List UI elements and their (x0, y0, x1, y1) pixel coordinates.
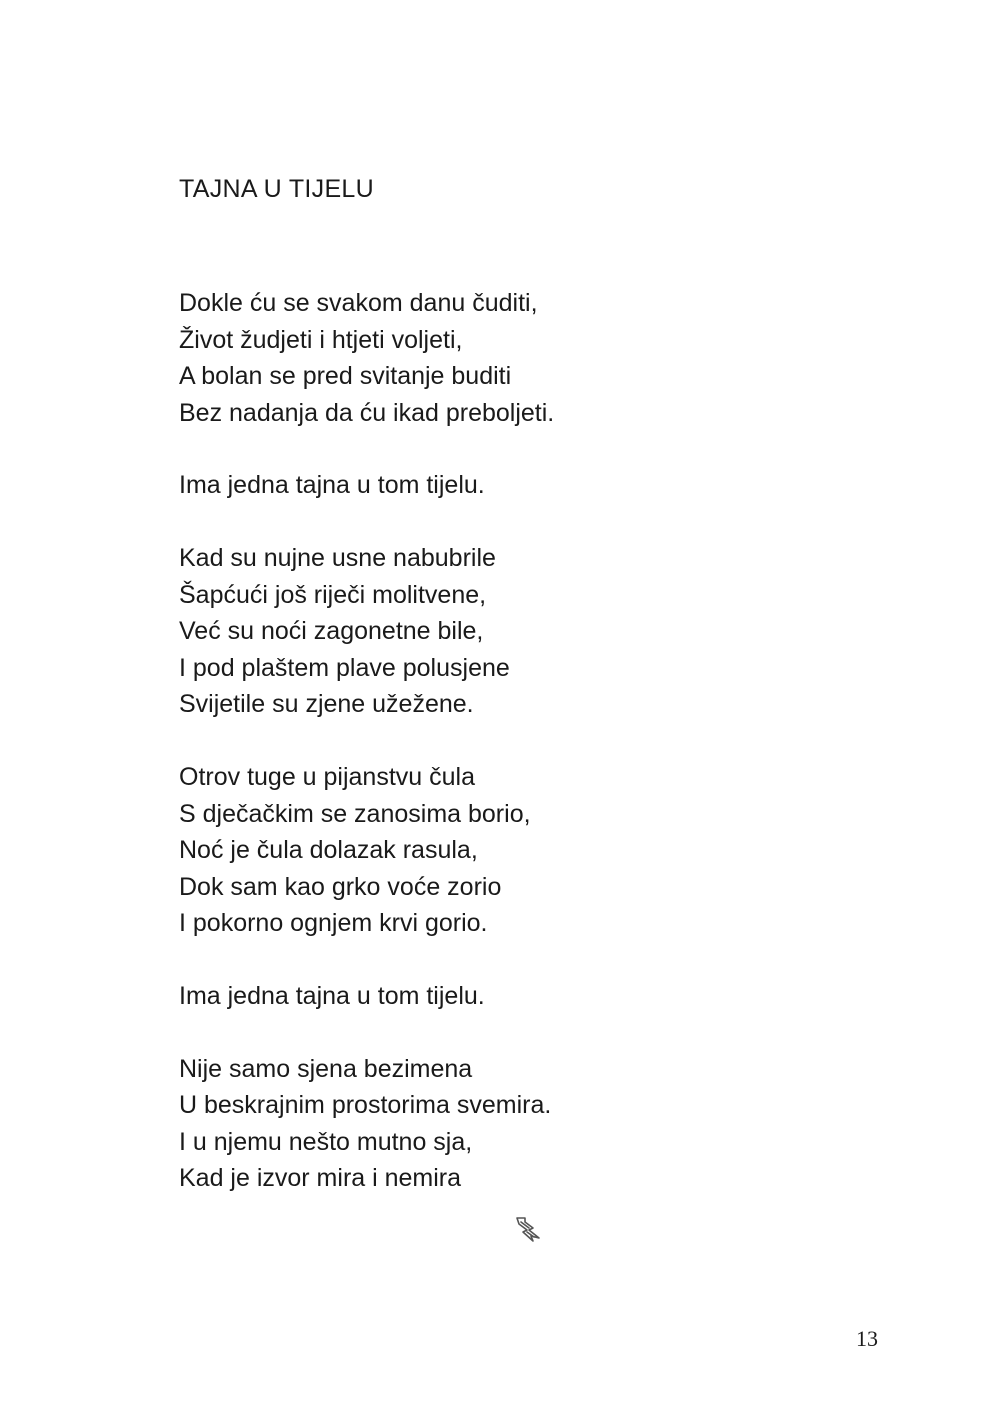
poem-line: I pod plaštem plave polusjene (179, 653, 510, 682)
poem-line: Noć je čula dolazak rasula, (179, 836, 478, 865)
poem-line: I pokorno ognjem krvi gorio. (179, 909, 488, 938)
poem-line: Bez nadanja da ću ikad preboljeti. (179, 398, 555, 427)
poem-line: Nije samo sjena bezimena (179, 1054, 473, 1083)
stanza (179, 285, 879, 431)
poem-line: Dokle ću se svakom danu čuditi, (179, 289, 538, 317)
stanza (179, 540, 879, 723)
poem-line: Kad su nujne usne nabubrile (179, 543, 496, 572)
poem-line: Otrov tuge u pijanstvu čula (179, 762, 475, 791)
stanza (179, 978, 879, 1015)
poem-line: Ima jedna tajna u tom tijelu. (179, 981, 485, 1010)
poem-line: Kad je izvor mira i nemira (179, 1164, 462, 1193)
poem-line: Dok sam kao grko voće zorio (179, 872, 502, 901)
continue-arrow-icon (513, 1214, 543, 1244)
stanza (179, 1051, 879, 1197)
poem-line: U beskrajnim prostorima svemira. (179, 1091, 552, 1120)
poem-line: Život žudjeti i htjeti voljeti, (179, 325, 463, 354)
poem-line: Svijetile su zjene užežene. (179, 690, 474, 719)
poem-line: Već su noći zagonetne bile, (179, 617, 484, 646)
poem-line: A bolan se pred svitanje buditi (179, 362, 512, 391)
page-number: 13 (856, 1326, 878, 1351)
stanza (179, 467, 879, 504)
poem-line: Šapćući još riječi molitvene, (179, 580, 487, 609)
poem-line: Ima jedna tajna u tom tijelu. (179, 471, 485, 500)
poem-title: TAJNA U TIJELU (179, 175, 374, 203)
poem-body (179, 285, 879, 1233)
poem-line: I u njemu nešto mutno sja, (179, 1127, 473, 1156)
poem-line: S dječačkim se zanosima borio, (179, 799, 531, 828)
stanza (179, 759, 879, 942)
